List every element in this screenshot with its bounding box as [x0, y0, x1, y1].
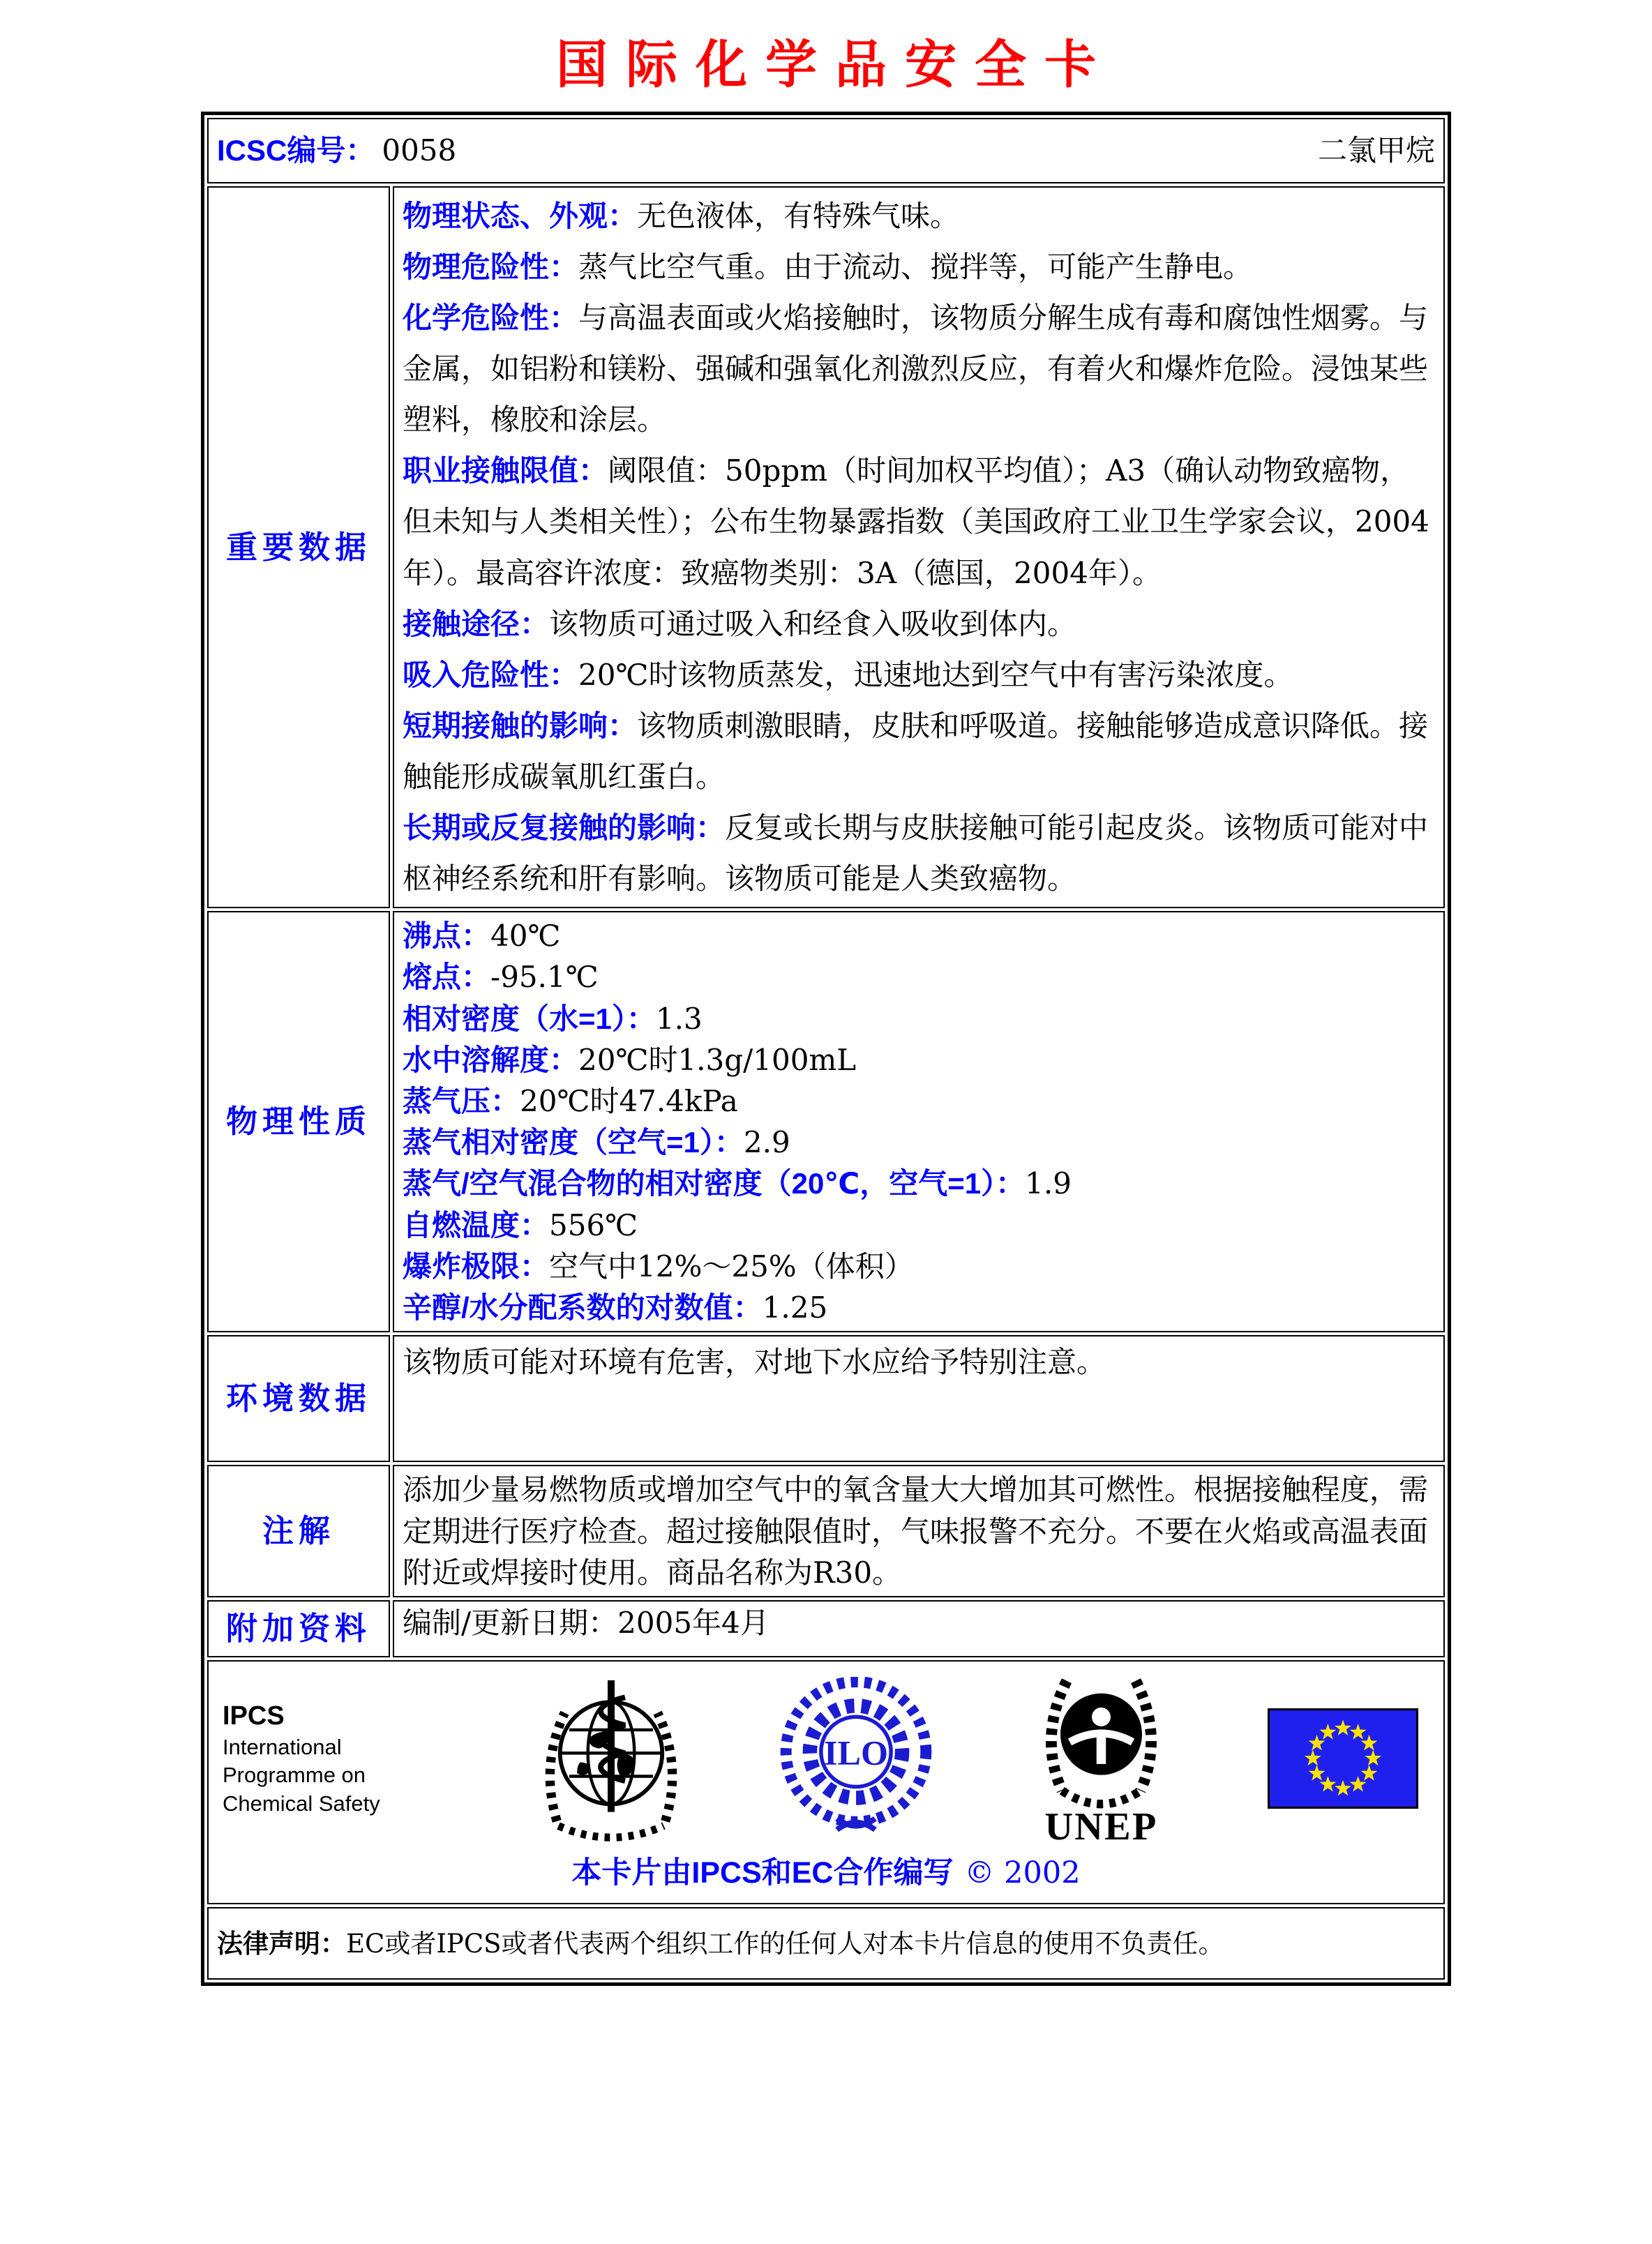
chemical-name: 二氯甲烷 [1317, 133, 1435, 168]
row-label-additional-info: 附加资料 [207, 1600, 390, 1657]
additional-info-content: 编制/更新日期：2005年4月 [393, 1600, 1445, 1657]
field-physical-state: 物理状态、外观：无色液体，有特殊气味。 [403, 199, 960, 233]
row-label-notes: 注解 [207, 1465, 390, 1597]
field-autoignition-temperature: 自燃温度：556℃ [403, 1207, 638, 1242]
field-vapor-pressure: 蒸气压：20℃时47.4kPa [403, 1083, 738, 1118]
legal-notice-row [207, 1907, 1445, 1980]
icsc-number-group [217, 128, 456, 173]
field-water-solubility: 水中溶解度：20℃时1.3g/100mL [403, 1042, 857, 1077]
page-title: 国际化学品安全卡 [556, 36, 1114, 93]
important-data-content [393, 186, 1445, 908]
icsc-card-table [201, 112, 1451, 1986]
card-header-row [207, 118, 1445, 183]
legal-notice-label: 法律声明： [217, 1929, 346, 1958]
logos-row [207, 1660, 1445, 1905]
field-octanol-water-partition: 辛醇/水分配系数的对数值：1.25 [403, 1290, 828, 1325]
field-inhalation-risk: 吸入危险性：20℃时该物质蒸发，迅速地达到空气中有害污染浓度。 [403, 657, 1293, 692]
field-chemical-hazard: 化学危险性：与高温表面或火焰接触时，该物质分解生成有毒和腐蚀性烟雾。与金属，如铝粉和镁粉、强碱和强氧化剂激烈反应，有着火和爆炸危险。浸蚀某些塑料，橡胶和涂层。 [403, 301, 1429, 437]
ilo-emblem-icon [776, 1677, 936, 1839]
row-label-physical-properties: 物理性质 [207, 911, 390, 1332]
eu-flag-icon [1268, 1708, 1418, 1809]
cooperation-caption: 本卡片由IPCS和EC合作编写 © 2002 [571, 1855, 1081, 1890]
unep-emblem-icon [1023, 1671, 1180, 1846]
row-label-environmental-data: 环境数据 [207, 1335, 390, 1462]
icsc-number-value: 0058 [382, 133, 457, 168]
ilo-letters: ILO [823, 1733, 888, 1772]
ipcs-text-block: IPCS International Programme on Chemical Safety [223, 1699, 446, 1818]
legal-notice-text: EC或者IPCS或者代表两个组织工作的任何人对本卡片信息的使用不负责任。 [346, 1928, 1224, 1959]
field-vapor-relative-density: 蒸气相对密度（空气=1）：2.9 [403, 1125, 790, 1160]
notes-content: 添加少量易燃物质或增加空气中的氧含量大大增加其可燃性。根据接触程度，需定期进行医疗检查。超过接触限值时，气味报警不充分。不要在火焰或高温表面附近或焊接时使用。商品名称为R30。 [393, 1465, 1445, 1597]
field-physical-hazard: 物理危险性：蒸气比空气重。由于流动、搅拌等，可能产生静电。 [403, 250, 1253, 285]
icsc-number-label: ICSC编号： [217, 134, 375, 167]
field-vapor-air-mixture-density: 蒸气/空气混合物的相对密度（20℃，空气=1）：1.9 [403, 1166, 1072, 1201]
field-boiling-point: 沸点：40℃ [403, 919, 561, 954]
field-occupational-exposure-limit: 职业接触限值：阈限值：50ppm（时间加权平均值）；A3（确认动物致癌物，但未知与人类相关性）；公布生物暴露指数（美国政府工业卫生学家会议，2004年）。最高容许浓度：致癌物类别：3A（德国，2004年）。 [403, 453, 1429, 590]
who-emblem-icon [534, 1676, 689, 1842]
field-explosive-limits: 爆炸极限：空气中12%～25%（体积） [403, 1249, 914, 1283]
field-melting-point: 熔点：-95.1℃ [403, 960, 599, 995]
row-label-important-data: 重要数据 [207, 186, 390, 908]
field-relative-density: 相对密度（水=1）：1.3 [403, 1001, 703, 1036]
field-exposure-routes: 接触途径：该物质可通过吸入和经食入吸收到体内。 [403, 606, 1077, 641]
field-short-term-effects: 短期接触的影响：该物质刺激眼睛，皮肤和呼吸道。接触能够造成意识降低。接触能形成碳氧肌红蛋白。 [403, 708, 1429, 794]
physical-properties-content [393, 911, 1445, 1332]
unep-letters: UNEP [1044, 1805, 1158, 1846]
field-long-term-effects: 长期或反复接触的影响：反复或长期与皮肤接触可能引起皮炎。该物质可能对中枢神经系统和肝有影响。该物质可能是人类致癌物。 [403, 810, 1429, 896]
environmental-data-content: 该物质可能对环境有危害，对地下水应给予特别注意。 [393, 1335, 1445, 1462]
ipcs-acronym: IPCS [223, 1701, 285, 1731]
